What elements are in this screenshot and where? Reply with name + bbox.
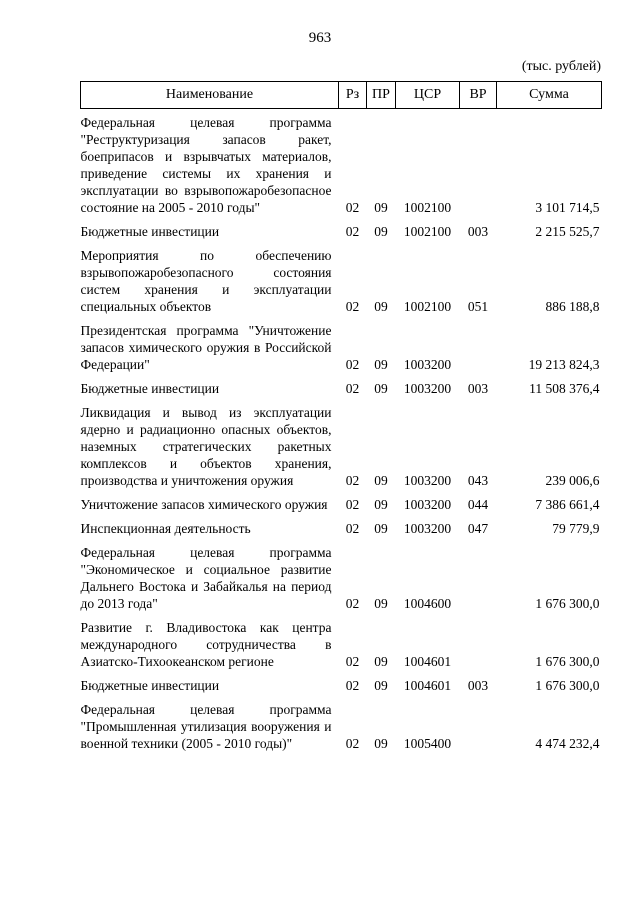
table-row: [81, 541, 602, 616]
vr-cell: 043: [467, 473, 489, 488]
vr-cell: 044: [467, 497, 489, 512]
csr-cell: 1002100: [403, 200, 452, 215]
summa-cell: 4 474 232,4: [535, 736, 600, 751]
pr-cell: 09: [374, 357, 388, 372]
pr-cell: 09: [374, 497, 388, 512]
table-row: [81, 220, 602, 244]
summa-cell: 7 386 661,4: [535, 497, 600, 512]
vr-cell: 003: [467, 381, 489, 396]
rz-cell: 02: [345, 200, 360, 215]
csr-cell: 1003200: [403, 357, 452, 372]
csr-cell: 1002100: [403, 299, 452, 314]
pr-cell: 09: [374, 736, 388, 751]
table-header-row: [81, 82, 602, 109]
header-vr: ВР: [460, 82, 497, 109]
csr-cell: 1003200: [403, 381, 452, 396]
table-row: [81, 401, 602, 493]
header-pr: ПР: [367, 82, 396, 109]
name-cell: Мероприятия по обеспечению взрывопожаробезопасного состояния систем хранения и эксплуатации специальных объектов: [80, 248, 332, 314]
rz-cell: 02: [345, 521, 360, 536]
table-row: [81, 109, 602, 221]
name-cell: Президентская программа "Уничтожение запасов химического оружия в Российской Федерации": [80, 323, 332, 372]
pr-cell: 09: [374, 596, 388, 611]
name-cell: Ликвидация и вывод из эксплуатации ядерно и радиационно опасных объектов, наземных стратегических ракетных комплексов и объектов хранения, производства и уничтожения оружия: [80, 405, 332, 488]
rz-cell: 02: [345, 299, 360, 314]
table-row: [81, 674, 602, 698]
summa-cell: 886 188,8: [545, 299, 600, 314]
summa-cell: 1 676 300,0: [535, 596, 600, 611]
summa-cell: 1 676 300,0: [535, 654, 600, 669]
summa-cell: 79 779,9: [552, 521, 600, 536]
summa-cell: 2 215 525,7: [535, 224, 600, 239]
name-cell: Федеральная целевая программа "Реструктуризация запасов ракет, боеприпасов и взрывчатых материалов, приведение системы их хранения и эксплуатации во взрывопожаробезопасное состояние на 2005 - 2010 годы": [80, 115, 332, 215]
vr-cell: [460, 698, 497, 756]
csr-cell: 1004600: [403, 596, 452, 611]
rz-cell: 02: [345, 224, 360, 239]
table-row: [81, 319, 602, 377]
name-cell: Бюджетные инвестиции: [80, 381, 220, 396]
table-row: [81, 244, 602, 319]
page-number: 963: [308, 30, 332, 46]
name-cell: Федеральная целевая программа "Промышленная утилизация вооружения и военной техники (2005 - 2010 годы)": [80, 702, 332, 751]
csr-cell: 1003200: [403, 473, 452, 488]
pr-cell: 09: [374, 473, 388, 488]
csr-cell: 1003200: [403, 521, 452, 536]
summa-cell: 3 101 714,5: [535, 200, 600, 215]
header-csr: ЦСР: [396, 82, 460, 109]
rz-cell: 02: [345, 736, 360, 751]
vr-cell: [460, 109, 497, 221]
csr-cell: 1003200: [403, 497, 452, 512]
table-body: [81, 109, 602, 757]
summa-cell: 1 676 300,0: [535, 678, 600, 693]
name-cell: Уничтожение запасов химического оружия: [80, 497, 328, 512]
table-row: [81, 616, 602, 674]
vr-cell: [460, 616, 497, 674]
pr-cell: 09: [374, 200, 388, 215]
rz-cell: 02: [345, 596, 360, 611]
vr-cell: 003: [467, 224, 489, 239]
rz-cell: 02: [345, 654, 360, 669]
rz-cell: 02: [345, 357, 360, 372]
name-cell: Бюджетные инвестиции: [80, 224, 220, 239]
pr-cell: 09: [374, 678, 388, 693]
pr-cell: 09: [374, 381, 388, 396]
pr-cell: 09: [374, 299, 388, 314]
csr-cell: 1004601: [403, 654, 452, 669]
summa-cell: 239 006,6: [545, 473, 600, 488]
table-row: [81, 698, 602, 756]
rz-cell: 02: [345, 678, 360, 693]
pr-cell: 09: [374, 521, 388, 536]
summa-cell: 19 213 824,3: [528, 357, 600, 372]
csr-cell: 1002100: [403, 224, 452, 239]
table-row: [81, 493, 602, 517]
header-rz: Рз: [339, 82, 367, 109]
summa-cell: 11 508 376,4: [529, 381, 600, 396]
vr-cell: 047: [467, 521, 489, 536]
vr-cell: [460, 319, 497, 377]
name-cell: Инспекционная деятельность: [80, 521, 251, 536]
rz-cell: 02: [345, 473, 360, 488]
table-row: [81, 517, 602, 541]
name-cell: Развитие г. Владивостока как центра международного сотрудничества в Азиатско-Тихоокеанском регионе: [80, 620, 332, 669]
table-row: [81, 377, 602, 401]
vr-cell: 051: [467, 299, 489, 314]
header-name: Наименование: [81, 82, 339, 109]
csr-cell: 1004601: [403, 678, 452, 693]
pr-cell: 09: [374, 224, 388, 239]
budget-table: [80, 81, 602, 756]
units-note: (тыс. рублей): [521, 59, 601, 74]
csr-cell: 1005400: [403, 736, 452, 751]
name-cell: Федеральная целевая программа "Экономическое и социальное развитие Дальнего Востока и Забайкалья на период до 2013 года": [80, 545, 332, 611]
vr-cell: 003: [467, 678, 489, 693]
pr-cell: 09: [374, 654, 388, 669]
header-summa: Сумма: [497, 82, 602, 109]
rz-cell: 02: [345, 497, 360, 512]
rz-cell: 02: [345, 381, 360, 396]
name-cell: Бюджетные инвестиции: [80, 678, 220, 693]
vr-cell: [460, 541, 497, 616]
